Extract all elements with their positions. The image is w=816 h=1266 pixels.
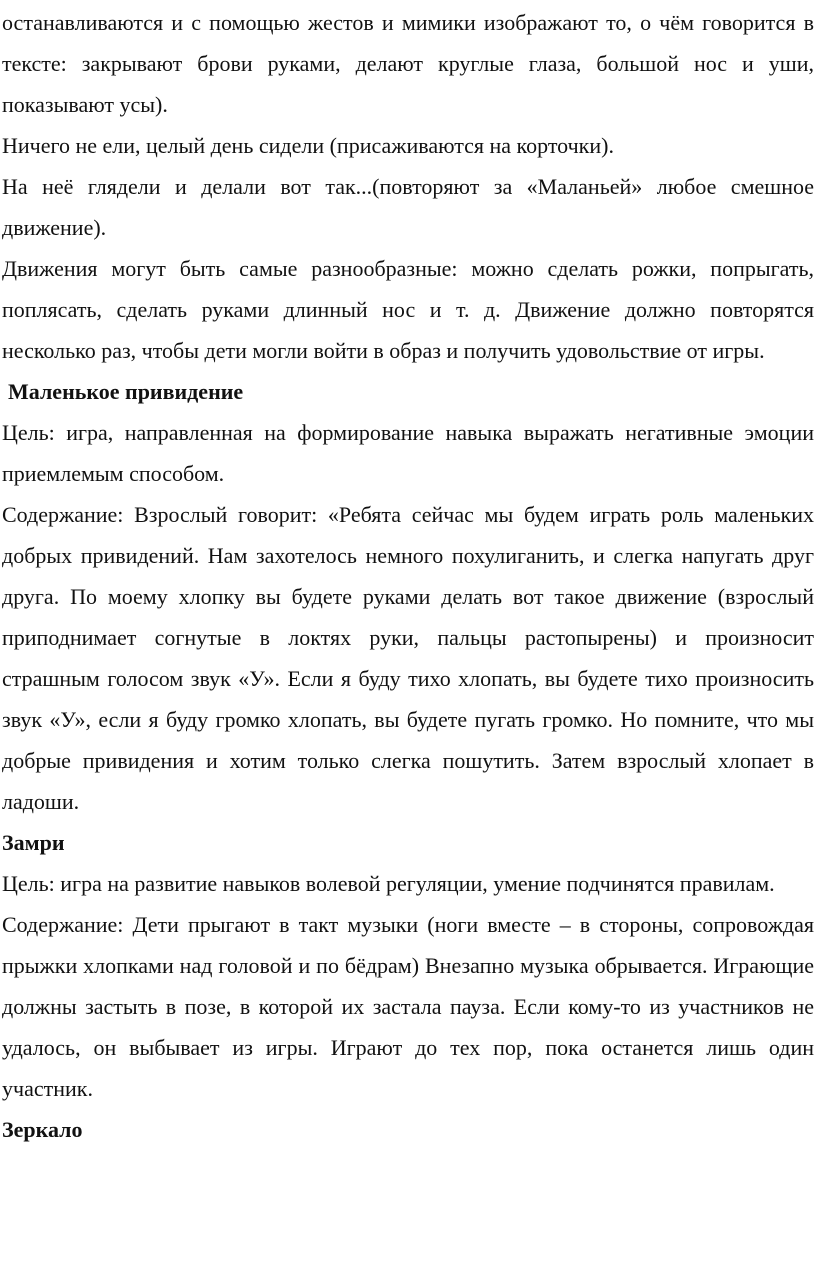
section-goal-freeze: Цель: игра на развитие навыков волевой регуляции, умение подчинятся правилам.	[2, 871, 775, 896]
paragraph-sitting: Ничего не ели, целый день сидели (присаживаются на корточки).	[2, 133, 614, 158]
section-heading-little-ghost: Маленькое привидение	[8, 379, 244, 404]
paragraph-movements: Движения могут быть самые разнообразные: можно сделать рожки, попрыгать, поплясать, сделать руками длинный нос и т. д. Движение должно повторятся несколько раз, чтобы дети могли войти в образ и получить удовольствие от игры.	[2, 256, 814, 363]
paragraph-repeat: На неё глядели и делали вот так...(повторяют за «Маланьей» любое смешное движение).	[2, 174, 814, 240]
section-goal-little-ghost: Цель: игра, направленная на формирование навыка выражать негативные эмоции приемлемым способом.	[2, 420, 814, 486]
section-content-freeze: Содержание: Дети прыгают в такт музыки (ноги вместе – в стороны, сопровождая прыжки хлопками над головой и по бёдрам) Внезапно музыка обрывается. Играющие должны застыть в позе, в которой их застала пауза. Если кому-то из участников не удалось, он выбывает из игры. Играют до тех пор, пока останется лишь один участник.	[2, 912, 814, 1101]
paragraph-gestures: останавливаются и с помощью жестов и мимики изображают то, о чём говорится в тексте: закрывают брови руками, делают круглые глаза, большой нос и уши, показывают усы).	[2, 10, 814, 117]
section-heading-mirror: Зеркало	[2, 1117, 83, 1142]
section-content-little-ghost: Содержание: Взрослый говорит: «Ребята сейчас мы будем играть роль маленьких добрых привидений. Нам захотелось немного похулиганить, и слегка напугать друг друга. По моему хлопку вы будете руками делать вот такое движение (взрослый приподнимает согнутые в локтях руки, пальцы растопырены) и произносит страшным голосом звук «У». Если я буду тихо хлопать, вы будете тихо произносить звук «У», если я буду громко хлопать, вы будете пугать громко. Но помните, что мы добрые привидения и хотим только слегка пошутить. Затем взрослый хлопает в ладоши.	[2, 502, 814, 814]
section-heading-freeze: Замри	[2, 830, 65, 855]
